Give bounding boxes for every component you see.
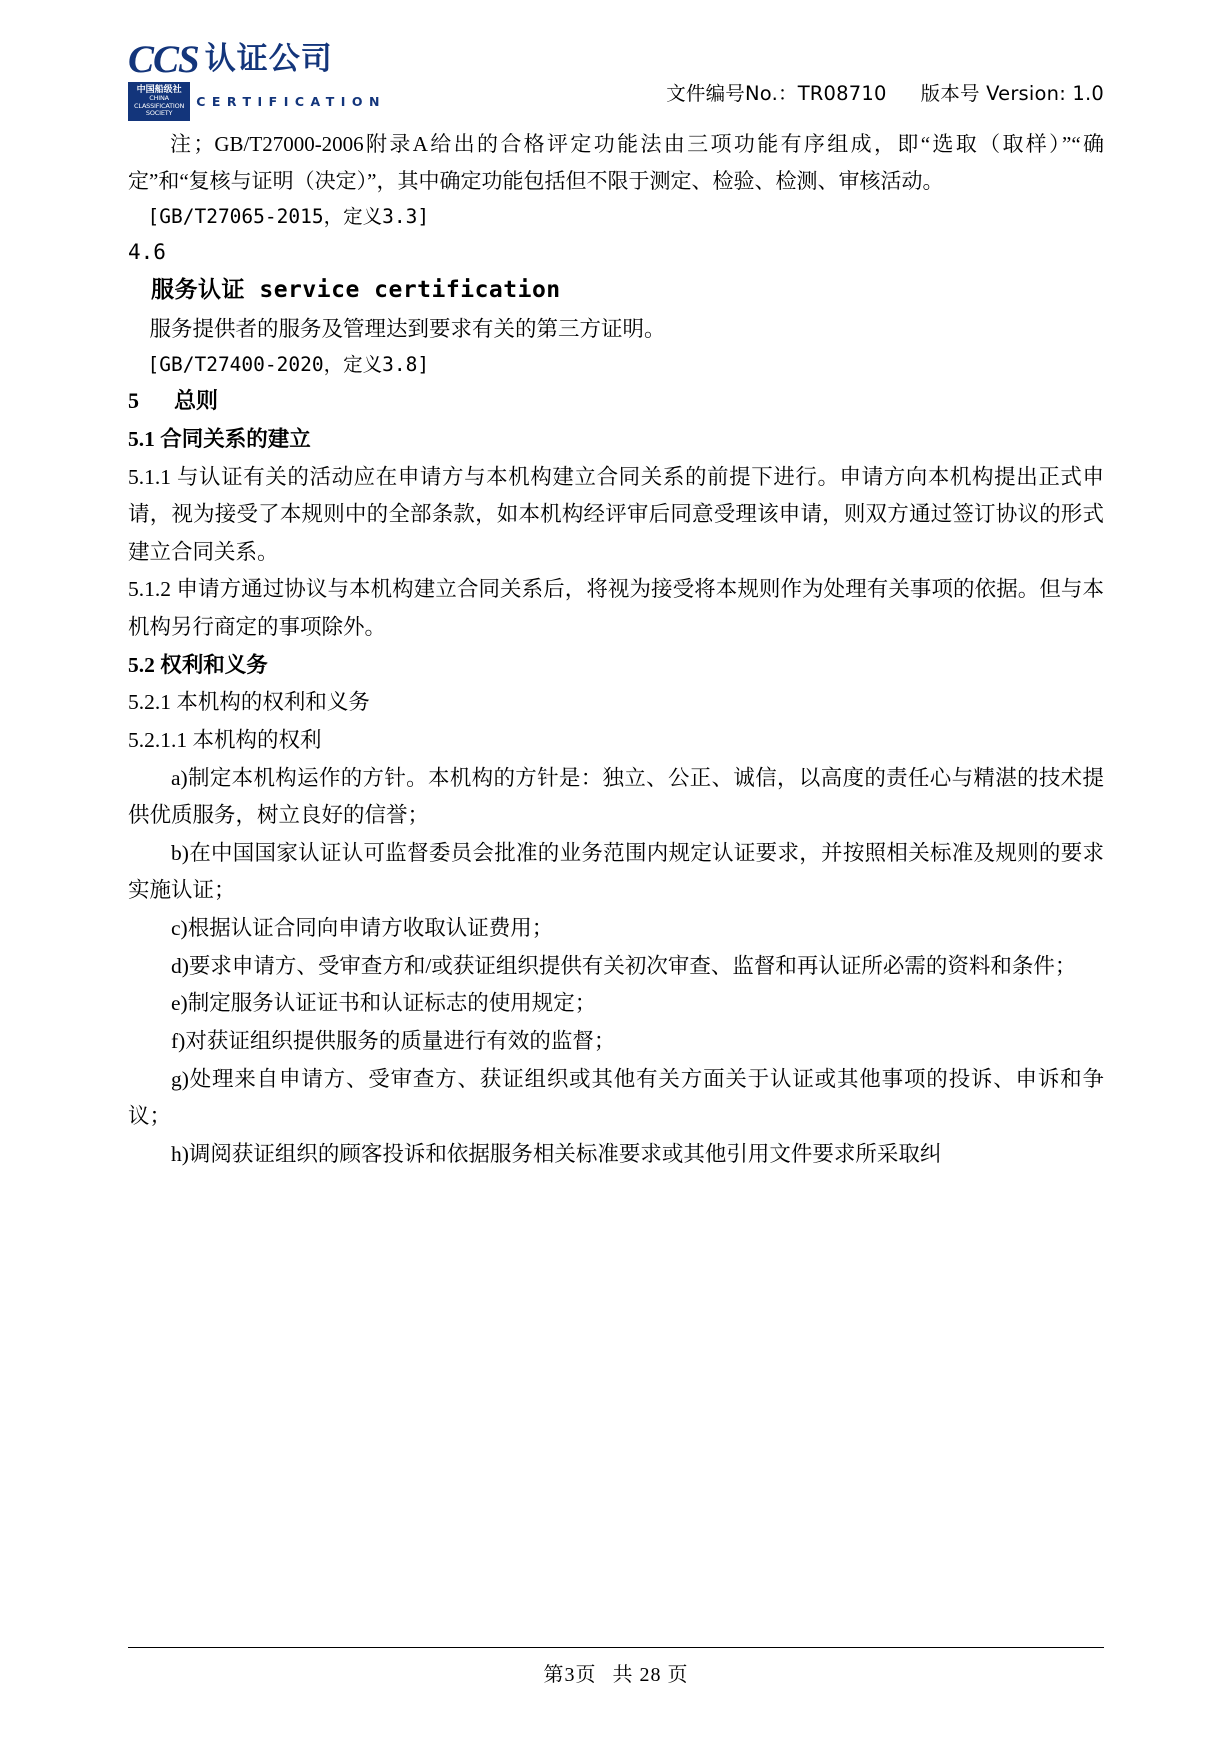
section-5-heading (128, 382, 1104, 421)
list-item-f: f)对获证组织提供服务的质量进行有效的监督； (171, 1028, 616, 1053)
clause-512-paragraph: 5.1.2 申请方通过协议与本机构建立合同关系后，将视为接受将本规则作为处理有关事项的依据。但与本机构另行商定的事项除外。 (128, 577, 1104, 639)
clause-46-title (128, 270, 1104, 310)
clause-51-title: 合同关系的建立 (160, 426, 311, 451)
clause-46-number: 4.6 (128, 239, 166, 264)
list-item-d: d)要求申请方、受审查方和/或获证组织提供有关初次审查、监督和再认证所必需的资料和条件； (171, 953, 1077, 978)
footer-current-page: 第3页 (543, 1664, 597, 1686)
list-item-g: g)处理来自申请方、受审查方、获证组织或其他有关方面关于认证或其他事项的投诉、申诉和争议； (128, 1066, 1104, 1129)
list-item-c: c)根据认证合同向申请方收取认证费用； (171, 916, 554, 940)
logo-society-en: CHINA CLASSIFICATION SOCIETY (134, 94, 185, 118)
doc-number-value: TR08710 (797, 82, 887, 105)
clause-52-number: 5.2 (128, 652, 155, 677)
page-footer (128, 1647, 1104, 1687)
header-doc-info (386, 38, 1104, 106)
document-body (128, 126, 1104, 1173)
clause-5211-paragraph: 5.2.1.1 本机构的权利 (128, 727, 322, 752)
note-reference: [GB/T27065-2015，定义3.3] (147, 204, 430, 228)
logo-sub-row (128, 82, 386, 121)
list-item-b: b)在中国国家认证认可监督委员会批准的业务范围内规定认证要求，并按照相关标准及规则的要求实施认证； (128, 840, 1104, 903)
clause-46-text: 服务提供者的服务及管理达到要求有关的第三方证明。 (149, 316, 666, 341)
list-item-a: a)制定本机构运作的方针。本机构的方针是：独立、公正、诚信，以高度的责任心与精湛的技术提供优质服务，树立良好的信誉； (128, 765, 1104, 828)
section-5-number: 5 (128, 388, 139, 414)
footer-total-pages: 共 28 页 (612, 1664, 689, 1686)
clause-52-title: 权利和义务 (160, 652, 268, 677)
clause-51-number: 5.1 (128, 426, 155, 451)
version-value: 1.0 (1072, 82, 1104, 105)
clause-46-title-cn: 服务认证 (151, 277, 245, 303)
version-label: 版本号 Version: (920, 82, 1066, 105)
doc-number-label: 文件编号No.： (666, 82, 798, 105)
note-paragraph: 注；GB/T27000-2006附录A给出的合格评定功能法由三项功能有序组成，即“选取（取样）”“确定”和“复核与证明（决定）”，其中确定功能包括但不限于测定、检验、检测、审核活动。 (128, 132, 1104, 193)
logo-certification-text: CERTIFICATION (196, 93, 386, 109)
clause-52-heading (128, 647, 1104, 685)
page-header (128, 38, 1104, 116)
list-item-h: h)调阅获证组织的顾客投诉和依据服务相关标准要求或其他引用文件要求所采取纠 (171, 1141, 942, 1166)
ccs-logo (128, 40, 386, 121)
clause-521-paragraph: 5.2.1 本机构的权利和义务 (128, 690, 370, 715)
section-5-title: 总则 (174, 388, 219, 414)
logo-society-cn: 中国船级社 (136, 85, 182, 95)
logo-chinese-text: 认证公司 (204, 41, 333, 77)
clause-46-reference: [GB/T27400-2020，定义3.8] (147, 353, 430, 377)
logo-ccs-text: CCS (128, 38, 199, 81)
footer-page-info (128, 1658, 1104, 1687)
clause-511-paragraph: 5.1.1 与认证有关的活动应在申请方与本机构建立合同关系的前提下进行。申请方向本机构提出正式申请，视为接受了本规则中的全部条款，如本机构经评审后同意受理该申请，则双方通过签订协议的形式建立合同关系。 (128, 464, 1104, 564)
logo-main-row (128, 40, 386, 79)
footer-divider (128, 1647, 1104, 1648)
logo-society-badge (128, 82, 190, 121)
clause-51-heading (128, 421, 1104, 459)
clause-46-title-en: service certification (259, 277, 561, 304)
list-item-e: e)制定服务认证证书和认证标志的使用规定； (171, 991, 597, 1016)
